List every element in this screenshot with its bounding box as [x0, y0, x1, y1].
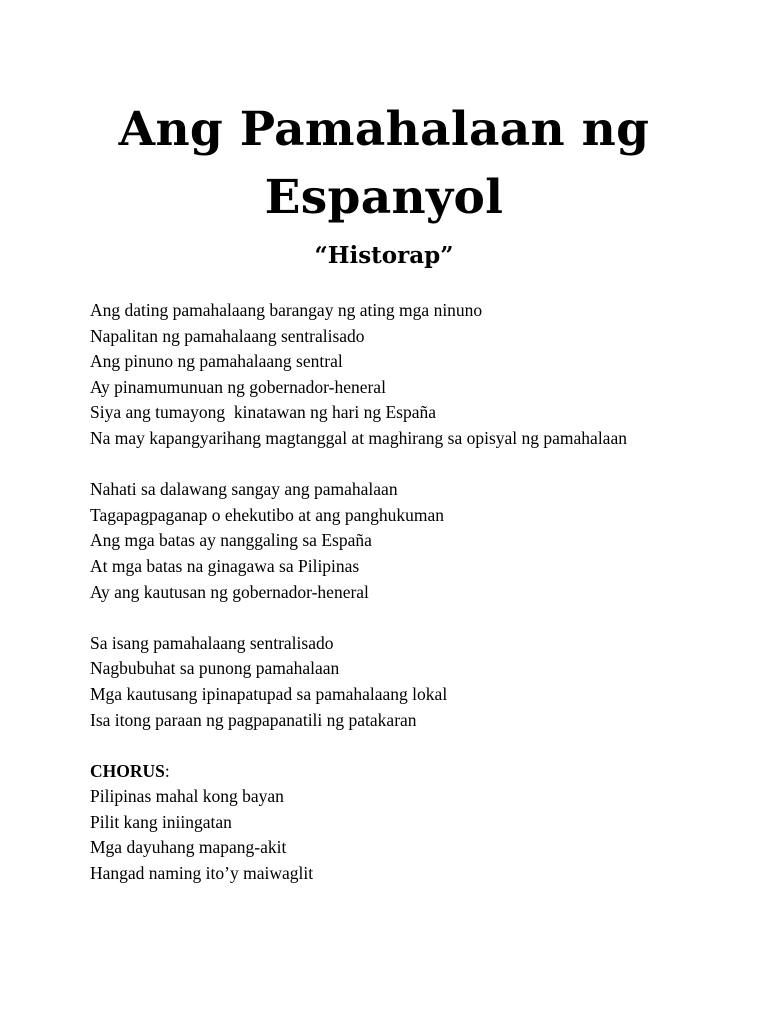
- document-title: [0, 96, 768, 232]
- chorus-line: Pilit kang iniingatan: [90, 811, 232, 832]
- lyric-line: Isa itong paraan ng pagpapanatili ng patakaran: [90, 709, 417, 730]
- lyric-line: Tagapagpaganap o ehekutibo at ang panghukuman: [90, 504, 444, 525]
- stanza: [90, 477, 760, 605]
- title-line: Espanyol: [264, 170, 504, 225]
- lyric-line: Siya ang tumayong kinatawan ng hari ng España: [90, 402, 437, 423]
- lyric-line: Ay ang kautusan ng gobernador-heneral: [90, 581, 369, 602]
- chorus-heading: [90, 759, 760, 785]
- document-subtitle: “Historap”: [314, 242, 454, 269]
- lyric-line: Ang dating pamahalaang barangay ng ating mga ninuno: [90, 300, 483, 320]
- chorus-stanza: [90, 759, 760, 887]
- lyric-line: Ay pinamumunuan ng gobernador-heneral: [90, 376, 386, 397]
- lyric-line: Ang pinuno ng pamahalaang sentral: [90, 351, 343, 372]
- stanza: [90, 298, 760, 452]
- title-line: Ang Pamahalaan ng: [118, 102, 650, 157]
- lyric-line: Mga kautusang ipinapatupad sa pamahalaang lokal: [90, 683, 448, 704]
- lyric-line: Napalitan ng pamahalaang sentralisado: [90, 325, 365, 346]
- chorus-line: Pilipinas mahal kong bayan: [90, 786, 284, 807]
- lyric-line: Nahati sa dalawang sangay ang pamahalaan: [90, 479, 398, 500]
- lyric-line: Na may kapangyarihang magtanggal at maghirang sa opisyal ng pamahalaan: [90, 427, 627, 448]
- chorus-colon: :: [164, 760, 170, 781]
- chorus-line: Hangad naming ito’y maiwaglit: [90, 863, 314, 884]
- chorus-label: CHORUS: [90, 760, 165, 781]
- lyric-line: At mga batas na ginagawa sa Pilipinas: [90, 555, 360, 576]
- lyric-line: Nagbubuhat sa punong pamahalaan: [90, 658, 340, 679]
- lyrics-body: [90, 298, 760, 912]
- lyric-line: Sa isang pamahalaang sentralisado: [90, 632, 334, 653]
- lyric-line: Ang mga batas ay nanggaling sa España: [90, 530, 372, 551]
- chorus-line: Mga dayuhang mapang-akit: [90, 837, 287, 858]
- stanza: [90, 631, 760, 733]
